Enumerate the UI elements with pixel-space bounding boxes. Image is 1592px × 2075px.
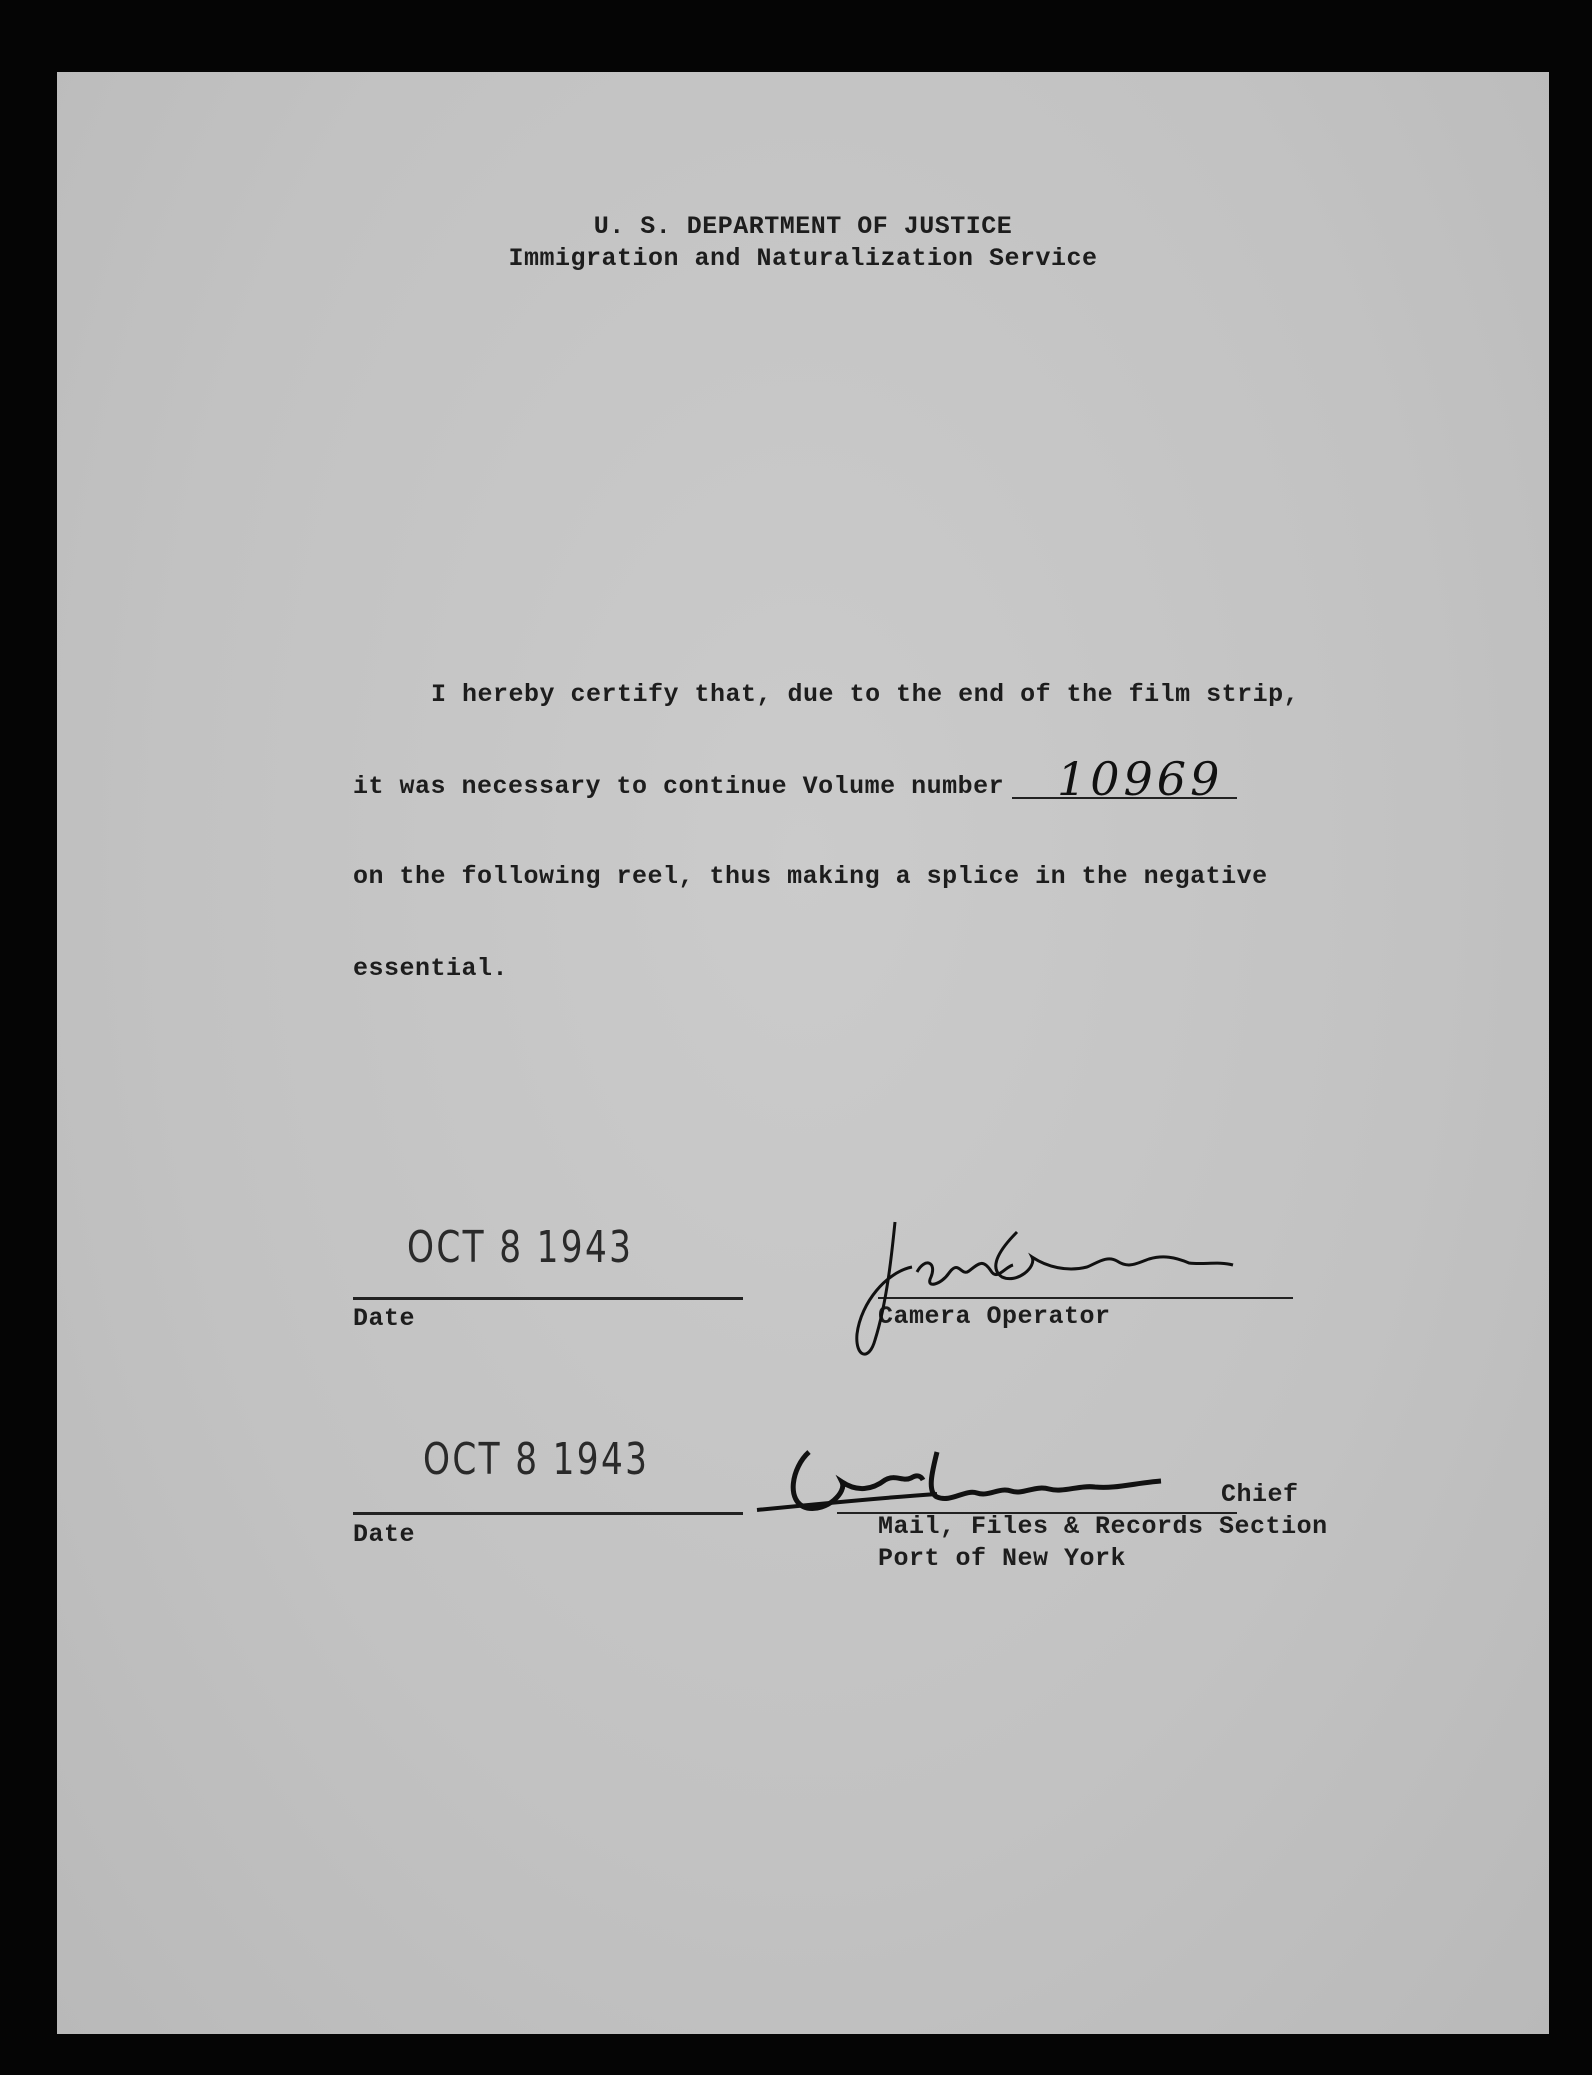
chief-department: Mail, Files & Records Section [878, 1512, 1328, 1541]
certification-line-3: on the following reel, thus making a splice in the negative [353, 862, 1268, 891]
camera-operator-title: Camera Operator [878, 1302, 1111, 1331]
volume-number-handwritten: 10969 [1057, 752, 1224, 806]
document-page [57, 72, 1549, 2034]
certification-line-4: essential. [353, 954, 509, 983]
certification-line-1: I hereby certify that, due to the end of the film strip, [431, 680, 1300, 709]
header-department: U. S. DEPARTMENT OF JUSTICE [593, 212, 1013, 241]
date-stamp-2: OCT 8 1943 [423, 1434, 650, 1485]
header-service: Immigration and Naturalization Service [508, 244, 1098, 273]
date-label-1: Date [353, 1304, 416, 1333]
certification-line-2: it was necessary to continue Volume number [353, 772, 1005, 801]
date-stamp-1: OCT 8 1943 [407, 1222, 634, 1273]
signature-chief [57, 72, 1549, 2034]
chief-title: Chief [1221, 1480, 1299, 1509]
chief-location: Port of New York [878, 1544, 1127, 1573]
date-label-2: Date [353, 1520, 416, 1549]
